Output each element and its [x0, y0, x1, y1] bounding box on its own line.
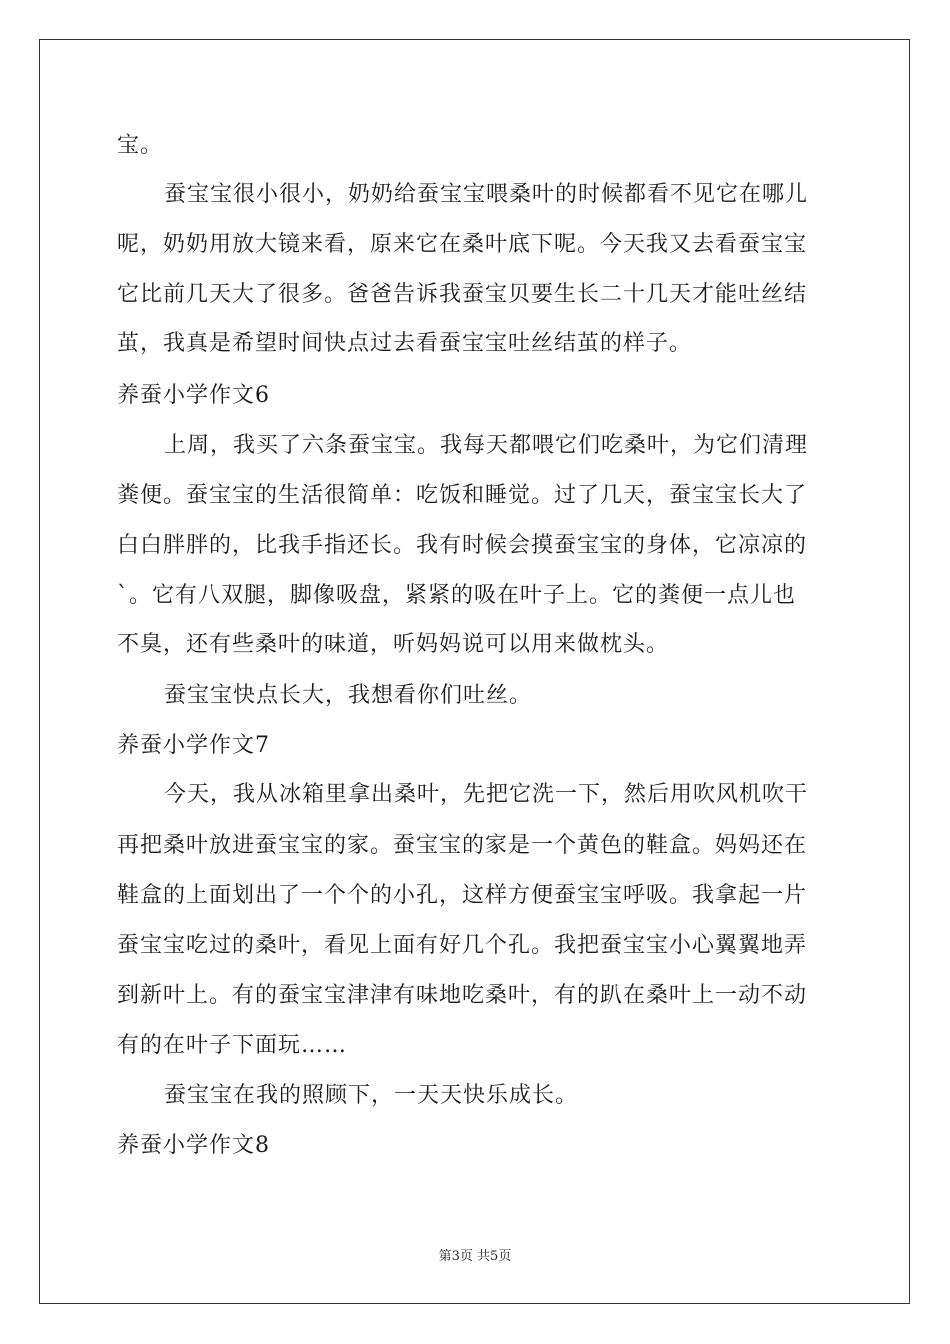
- paragraph-line: 鞋盒的上面划出了一个个的小孔，这样方便蚕宝宝呼吸。我拿起一片: [117, 883, 808, 908]
- paragraph-line: 蚕宝宝快点长大，我想看你们吐丝。: [164, 683, 533, 708]
- paragraph-line: 它比前几天大了很多。爸爸告诉我蚕宝贝要生长二十几天才能吐丝结: [117, 282, 808, 307]
- section-heading: 养蚕小学作文6: [117, 383, 270, 408]
- paragraph-line: 茧，我真是希望时间快点过去看蚕宝宝吐丝结茧的样子。: [117, 331, 693, 356]
- paragraph-line: 今天，我从冰箱里拿出桑叶，先把它洗一下，然后用吹风机吹干: [164, 782, 809, 807]
- page-number-footer: 第3页 共5页: [438, 1249, 512, 1264]
- paragraph-line: 宝。: [117, 133, 164, 158]
- paragraph-line: 再把桑叶放进蚕宝宝的家。蚕宝宝的家是一个黄色的鞋盒。妈妈还在: [117, 833, 808, 858]
- paragraph-line: 有的在叶子下面玩……: [117, 1033, 348, 1058]
- paragraph-line: 白白胖胖的，比我手指还长。我有时候会摸蚕宝宝的身体，它凉凉的: [117, 533, 808, 558]
- paragraph-line: 粪便。蚕宝宝的生活很简单：吃饭和睡觉。过了几天，蚕宝宝长大了: [117, 483, 808, 508]
- paragraph-line: `。它有八双腿，脚像吸盘，紧紧的吸在叶子上。它的粪便一点儿也: [117, 583, 797, 608]
- paragraph-line: 呢，奶奶用放大镜来看，原来它在桑叶底下呢。今天我又去看蚕宝宝: [117, 232, 808, 257]
- paragraph-line: 蚕宝宝吃过的桑叶，看见上面有好几个孔。我把蚕宝宝小心翼翼地弄: [117, 933, 808, 958]
- paragraph-line: 上周，我买了六条蚕宝宝。我每天都喂它们吃桑叶，为它们清理: [164, 433, 809, 458]
- paragraph-line: 蚕宝宝在我的照顾下，一天天快乐成长。: [164, 1083, 579, 1108]
- paragraph-line: 蚕宝宝很小很小，奶奶给蚕宝宝喂桑叶的时候都看不见它在哪儿: [164, 182, 809, 207]
- section-heading: 养蚕小学作文7: [117, 733, 270, 758]
- section-heading: 养蚕小学作文8: [117, 1133, 270, 1158]
- paragraph-line: 到新叶上。有的蚕宝宝津津有味地吃桑叶，有的趴在桑叶上一动不动: [117, 983, 808, 1008]
- paragraph-line: 不臭，还有些桑叶的味道，听妈妈说可以用来做枕头。: [117, 632, 670, 657]
